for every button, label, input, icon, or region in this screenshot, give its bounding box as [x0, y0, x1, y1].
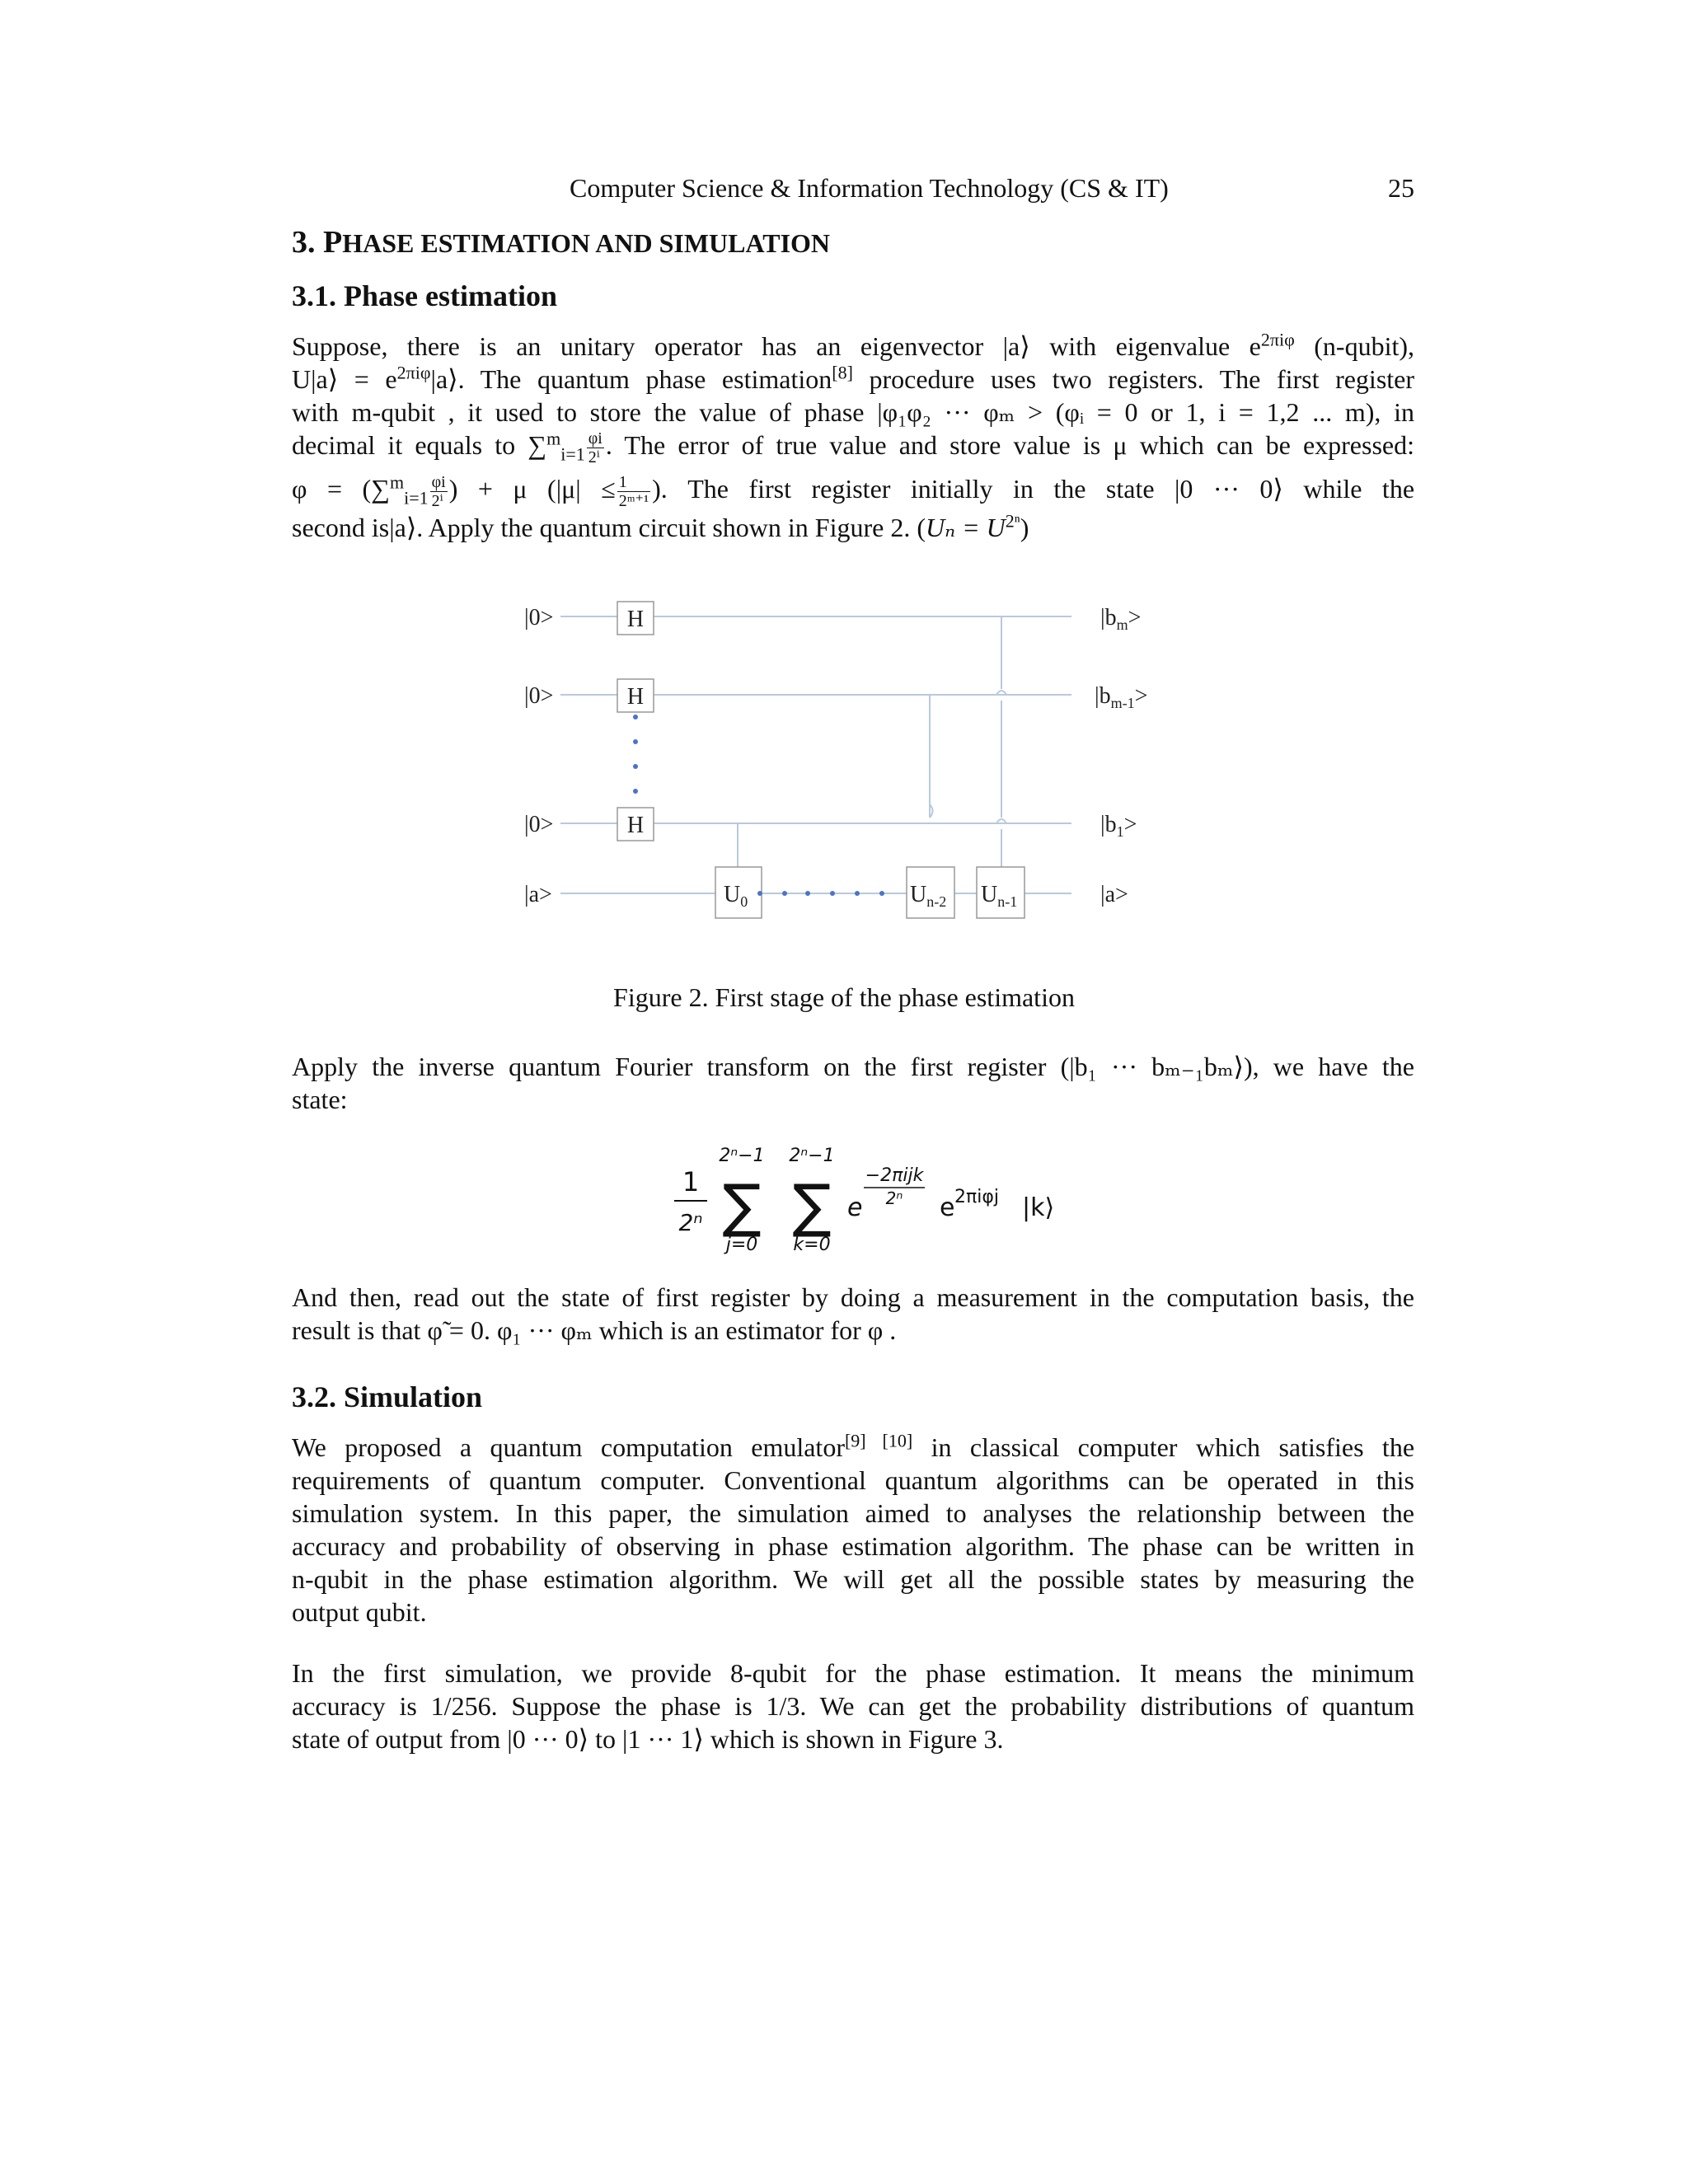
svg-text:j=0: j=0 [725, 1235, 758, 1255]
citation: [8] [832, 362, 853, 383]
input-label: |a> [524, 882, 552, 907]
svg-text:2ⁿ−1: 2ⁿ−1 [719, 1146, 765, 1166]
text-line: requirements of quantum computer. Conventional quantum algorithms can be operated in this [292, 1465, 1414, 1495]
svg-text:e: e [940, 1193, 955, 1222]
text-line: And then, read out the state of first register by doing a measurement in the computation basis, the [292, 1282, 1414, 1312]
section-title-rest: HASE ESTIMATION AND SIMULATION [342, 228, 831, 258]
gate-label-h: H [626, 684, 645, 710]
text-line: with m-qubit , it used to store the value of phase |φ₁φ₂ ··· φₘ > (φᵢ = 0 or 1, i = 1,2 ... m), in [292, 397, 1414, 427]
svg-text:2ⁿ−1: 2ⁿ−1 [789, 1146, 835, 1166]
text-line: second is|a⟩. Apply the quantum circuit shown in Figure 2. $(U_n = U^{2^n})$ [292, 510, 1029, 542]
paragraph-simulation [292, 1431, 1414, 1629]
text-line: n-qubit in the phase estimation algorithm. We will get all the possible states by measuring the [292, 1564, 1414, 1594]
svg-text:∑: ∑ [792, 1172, 832, 1240]
svg-text:2ⁿ: 2ⁿ [885, 1188, 903, 1208]
section-number: 3. [292, 225, 316, 260]
page-number: 25 [1388, 173, 1414, 203]
journal-title: Computer Science & Information Technology (CS & IT) [570, 173, 1169, 203]
paragraph-phase-estimation [292, 330, 1414, 544]
svg-text:−2πijk: −2πijk [865, 1165, 924, 1186]
subsection-heading-simulation: 3.2. Simulation [292, 1380, 483, 1413]
text-line: Suppose, there is an unitary operator has an eigenvector |a⟩ with eigenvalue $e^{2\pi i\varphi}$ (n-qubit), [292, 329, 1415, 361]
gate-label-h: H [626, 813, 645, 838]
input-label: |0> [524, 605, 554, 630]
svg-text:2πiφj: 2πiφj [954, 1187, 999, 1207]
figure-caption: Figure 2. First stage of the phase estimation [613, 982, 1075, 1012]
text-line: output qubit. [292, 1597, 427, 1627]
output-label-b1: $|b_1>$ [1100, 812, 1137, 840]
text-line: simulation system. In this paper, the simulation aimed to analyses the relationship between the [292, 1498, 1414, 1528]
svg-text:1: 1 [682, 1166, 700, 1197]
section-heading [292, 224, 830, 260]
input-label: |0> [524, 683, 554, 709]
gate-label-un2: $U_{n-2}$ [910, 882, 947, 910]
text-line: U|a⟩ = $e^{2\pi i\varphi}|a⟩$. The quantum phase estimation[8] procedure uses two registers. The first register [292, 362, 1415, 394]
svg-text:e: e [847, 1193, 863, 1222]
svg-text:|k⟩: |k⟩ [1022, 1193, 1055, 1222]
output-label-a: |a> [1100, 882, 1128, 907]
text-line: accuracy and probability of observing in phase estimation algorithm. The phase can be written in [292, 1531, 1414, 1561]
output-label-bm: $|b_m>$ [1100, 605, 1142, 633]
gate-label-un1: $U_{n-1}$ [981, 882, 1018, 910]
display-equation [659, 1141, 1088, 1257]
text-line: We proposed a quantum computation emulator[9] [10] in classical computer which satisfies the [292, 1430, 1415, 1462]
input-label: |0> [524, 812, 554, 837]
paragraph-first-simulation [292, 1657, 1414, 1755]
svg-text:2ⁿ: 2ⁿ [678, 1209, 703, 1236]
svg-text:∑: ∑ [722, 1172, 762, 1240]
paragraph-inverse-qft [292, 1050, 1414, 1116]
paragraph-measurement [292, 1281, 1414, 1347]
output-label-bm1: $|b_{m-1}>$ [1095, 683, 1148, 711]
text-line: state: [292, 1085, 348, 1114]
subsection-heading-phase-estimation: 3.1. Phase estimation [292, 279, 557, 312]
text-line: accuracy is 1/256. Suppose the phase is 1/3. We can get the probability distributions of quantum [292, 1691, 1414, 1721]
text-line: Apply the inverse quantum Fourier transform on the first register (|b₁ ··· bₘ₋₁bₘ⟩), we have the [292, 1052, 1414, 1081]
text-line: state of output from |0 ··· 0⟩ to |1 ··· 1⟩ which is shown in Figure 3. [292, 1724, 1004, 1754]
running-header [292, 173, 1414, 209]
quantum-circuit-diagram [495, 577, 1195, 923]
svg-text:k=0: k=0 [793, 1235, 831, 1255]
gate-label-u0: $U_0$ [724, 882, 748, 910]
section-first-letter: P [323, 225, 343, 260]
gate-label-h: H [626, 607, 645, 632]
text-line: result is that φ̃ = 0. φ₁ ··· φₘ which is an estimator for φ . [292, 1315, 897, 1345]
citation: [9] [10] [844, 1430, 913, 1451]
text-line: φ = (∑$^m_{i=1}$ $\frac{\varphi i}{\text{2ⁱ}}$ ) + μ (|μ| ≤ $\frac{1}{\text{2ᵐ⁺¹}}$ ). The first register initially in the state |0 ··· 0⟩ while the [292, 471, 1415, 511]
text-line: decimal it equals to ∑$^m_{i=1}$ $\frac{\varphi i}{\text{2ⁱ}}$ . The error of true value and store value is μ which can be expressed: [292, 428, 1415, 467]
text-line: In the first simulation, we provide 8-qubit for the phase estimation. It means the minimum [292, 1658, 1414, 1688]
